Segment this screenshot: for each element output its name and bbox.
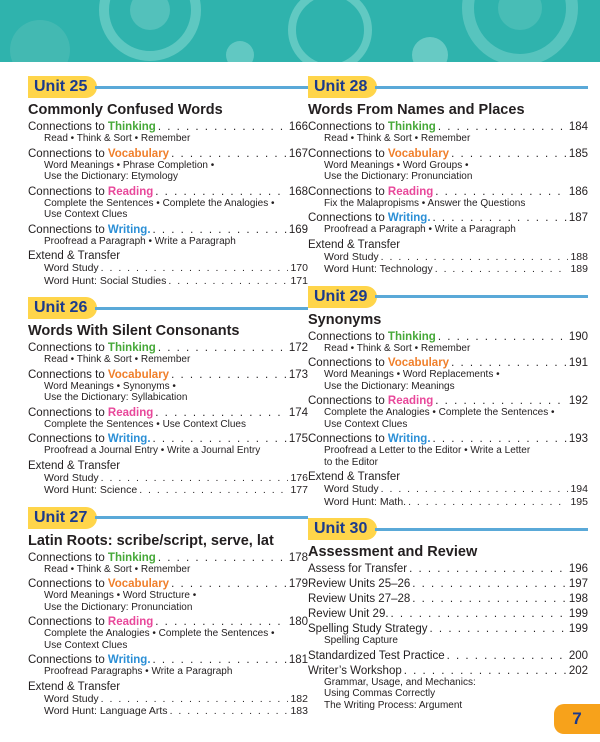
entry-activities: Read • Think & Sort • Remember (324, 342, 471, 354)
banner-swirl-pattern (0, 0, 600, 62)
unit-title: Words From Names and Places (308, 102, 525, 118)
header-banner (0, 0, 600, 62)
extend-entry-label: Word Study (44, 262, 99, 274)
entry-keyword: Vocabulary (107, 578, 170, 590)
page-ref: 202 (568, 664, 588, 677)
entry-keyword: Thinking (107, 551, 156, 564)
entry-prefix: Connections to (28, 578, 108, 590)
entry-activities: Complete the Analogies • Complete the Sentences • (44, 628, 275, 639)
page-ref: 180 (288, 616, 308, 628)
extend-entry (308, 497, 588, 509)
toc-entry-label (28, 121, 156, 133)
entry-keyword: Vocabulary (387, 147, 450, 160)
entry-prefix: Connections to (28, 121, 108, 133)
dot-leader (155, 407, 287, 419)
extend-transfer-heading: Extend & Transfer (28, 250, 121, 262)
dot-leader (438, 121, 567, 133)
entry-activities: Use Context Clues (44, 209, 128, 220)
extend-entry (28, 706, 308, 718)
toc-entry (28, 552, 308, 564)
extend-transfer-heading: Extend & Transfer (28, 459, 121, 472)
dot-leader (451, 357, 567, 369)
dot-leader (171, 148, 287, 160)
toc-entry-label (28, 654, 151, 666)
entry-prefix: Connections to (28, 551, 108, 564)
toc-entry-label (308, 121, 436, 133)
dot-leader (435, 186, 567, 198)
extend-entry (28, 473, 308, 485)
unit-title: Words With Silent Consonants (28, 323, 240, 339)
dot-leader (158, 342, 287, 354)
toc-entry-label: Standardized Test Practice (308, 649, 445, 662)
entry-activities: Word Meanings • Phrase Completion • (44, 159, 215, 171)
entry-activities: Use the Dictionary: Pronunciation (44, 601, 193, 613)
toc-entry (28, 148, 308, 160)
unit-block (308, 518, 588, 711)
unit-tab (308, 286, 588, 308)
page-number (554, 704, 600, 734)
entry-keyword: Reading (387, 395, 434, 407)
extend-entry-label: Word Hunt: Science (44, 484, 138, 496)
unit-block (28, 76, 308, 287)
toc-entry (28, 342, 308, 354)
entry-keyword: Thinking (107, 121, 156, 133)
page-ref: 191 (568, 357, 588, 369)
unit-label: Unit 28 (308, 76, 377, 98)
entry-activities: Proofread a Journal Entry • Write a Journal Entry (44, 445, 261, 456)
dot-leader (404, 665, 567, 677)
toc-entry-label: Review Unit 29. (308, 608, 389, 620)
unit-label: Unit 26 (28, 297, 97, 319)
toc-entry-label: Spelling Study Strategy (308, 623, 428, 635)
toc-entry-label (308, 357, 449, 369)
dot-leader (170, 706, 289, 718)
unit-rule (95, 516, 308, 519)
toc-entry-label (28, 224, 151, 236)
extend-entry-label: Word Hunt: Technology (324, 263, 433, 275)
dot-leader (435, 264, 569, 276)
toc-entry (308, 593, 588, 605)
unit-title: Assessment and Review (308, 544, 478, 560)
page-ref: 173 (288, 368, 308, 381)
left-column (28, 76, 308, 728)
extend-transfer-heading: Extend & Transfer (28, 680, 121, 693)
toc-entry (308, 212, 588, 224)
toc-entry-label (28, 342, 156, 354)
page-ref: 192 (568, 395, 588, 407)
entry-activities: Complete the Sentences • Complete the Analogies • (44, 197, 275, 209)
extend-entry-label: Word Study (44, 692, 99, 705)
entry-activities: Use Context Clues (44, 639, 128, 651)
unit-tab (308, 76, 588, 98)
toc-entry (308, 650, 588, 662)
dot-leader (412, 593, 567, 605)
extend-entry (28, 276, 308, 288)
entry-prefix: Connections to (28, 654, 108, 666)
unit-block (28, 297, 308, 497)
toc-entry-label (308, 148, 449, 160)
unit-rule (375, 86, 588, 89)
unit-tab (28, 76, 308, 98)
toc-entry (308, 578, 588, 590)
entry-keyword: Thinking (387, 330, 436, 343)
dot-leader (139, 485, 288, 497)
entry-activities: Use the Dictionary: Etymology (44, 171, 178, 182)
entry-keyword: Vocabulary (107, 368, 170, 381)
entry-keyword: Reading (107, 406, 154, 419)
dot-leader (433, 433, 567, 445)
entry-activities: Read • Think & Sort • Remember (44, 354, 191, 365)
entry-activities: Proofread a Paragraph • Write a Paragraph (44, 235, 236, 247)
dot-leader (153, 224, 287, 236)
entry-activities: Use the Dictionary: Meanings (324, 380, 455, 392)
page-ref: 168 (288, 185, 308, 198)
entry-prefix: Connections to (28, 406, 108, 419)
toc-entry (308, 563, 588, 575)
entry-keyword: Writing. (107, 433, 151, 445)
toc-entry (28, 433, 308, 445)
dot-leader (155, 186, 287, 198)
dot-leader (171, 578, 287, 590)
entry-keyword: Reading (107, 616, 154, 628)
entry-activities: Using Commas Correctly (324, 688, 436, 699)
extend-entry (28, 485, 308, 497)
entry-keyword: Thinking (107, 342, 156, 354)
page-ref: 182 (290, 692, 308, 705)
page-ref: 195 (570, 495, 588, 508)
toc-entry (308, 357, 588, 369)
dot-leader (447, 650, 567, 662)
page-ref: 199 (568, 608, 588, 620)
entry-activities: to the Editor (324, 456, 378, 468)
page-ref: 187 (568, 212, 588, 224)
entry-activities: Complete the Analogies • Complete the Sentences • (324, 407, 555, 418)
dot-leader (433, 212, 567, 224)
page-ref: 198 (568, 593, 588, 605)
extend-transfer-heading: Extend & Transfer (308, 471, 401, 483)
dot-leader (158, 552, 287, 564)
toc-entry-label (308, 395, 433, 407)
dot-leader (430, 623, 567, 635)
dot-leader (155, 616, 287, 628)
unit-label: Unit 27 (28, 507, 97, 529)
entry-activities: Word Meanings • Word Groups • (324, 159, 469, 171)
toc-entry-label (28, 433, 151, 445)
dot-leader (408, 497, 568, 509)
entry-prefix: Connections to (308, 185, 388, 198)
toc-entry-label (28, 578, 169, 590)
unit-tab (28, 297, 308, 319)
toc-entry-label (28, 369, 169, 381)
dot-leader (153, 654, 287, 666)
page-ref: 181 (288, 654, 308, 666)
extend-entry-label: Word Hunt: Language Arts (44, 705, 168, 717)
entry-keyword: Writing. (387, 433, 431, 445)
page-ref: 185 (568, 147, 588, 160)
toc-entry-label (308, 212, 431, 224)
extend-entry (308, 264, 588, 276)
page-ref: 193 (568, 433, 588, 445)
entry-keyword: Writing. (387, 212, 431, 224)
right-column (308, 76, 588, 721)
toc-entry-label (28, 407, 153, 419)
entry-prefix: Connections to (308, 121, 388, 133)
unit-title: Latin Roots: scribe/script, serve, lat (28, 532, 274, 549)
dot-leader (391, 608, 567, 620)
page-ref: 176 (290, 471, 308, 484)
dot-leader (412, 578, 567, 590)
page-ref: 177 (290, 484, 308, 496)
entry-activities: The Writing Process: Argument (324, 699, 463, 711)
toc-entry-label (28, 186, 153, 198)
page-ref: 170 (290, 262, 308, 274)
toc-entry (308, 148, 588, 160)
unit-rule (375, 528, 588, 531)
entry-activities: Word Meanings • Synonyms • (44, 380, 176, 392)
extend-entry-label: Word Study (44, 471, 99, 484)
unit-rule (95, 86, 308, 89)
toc-entry-label (308, 186, 433, 198)
dot-leader (168, 276, 288, 288)
extend-entry (28, 263, 308, 275)
page-ref: 197 (568, 578, 588, 590)
extend-entry-label: Word Hunt: Social Studies (44, 274, 167, 287)
unit-block (28, 507, 308, 718)
unit-label: Unit 25 (28, 76, 97, 98)
entry-activities: Grammar, Usage, and Mechanics: (324, 676, 476, 688)
entry-activities: Word Meanings • Word Structure • (44, 590, 197, 601)
toc-entry (28, 121, 308, 133)
dot-leader (451, 148, 567, 160)
unit-block (308, 286, 588, 509)
toc-entry (308, 331, 588, 343)
toc-entry-label (28, 616, 153, 628)
page-ref: 184 (568, 121, 588, 133)
toc-entry-label (308, 433, 431, 445)
page-ref: 190 (568, 330, 588, 343)
unit-label: Unit 29 (308, 286, 377, 308)
entry-activities: Complete the Sentences • Use Context Clues (44, 418, 246, 430)
toc-entry-label: Review Units 27–28 (308, 593, 411, 605)
toc-entry-label (28, 148, 169, 160)
page-ref: 167 (288, 147, 308, 160)
toc-entry (28, 654, 308, 666)
entry-activities: Proofread a Letter to the Editor • Write a Letter (324, 445, 531, 456)
page-ref: 194 (570, 483, 588, 495)
entry-activities: Read • Think & Sort • Remember (44, 563, 191, 575)
dot-leader (409, 563, 567, 575)
toc-entry (28, 616, 308, 628)
dot-leader (435, 395, 567, 407)
toc-entry-label: Review Units 25–26 (308, 578, 411, 590)
extend-entry (308, 484, 588, 496)
page-ref: 200 (568, 649, 588, 662)
entry-activities: Proofread Paragraphs • Write a Paragraph (44, 666, 233, 677)
entry-keyword: Reading (387, 185, 434, 198)
page-ref: 186 (568, 185, 588, 198)
toc-entry (28, 186, 308, 198)
page-ref: 183 (290, 705, 308, 717)
entry-keyword: Vocabulary (387, 357, 450, 369)
page-ref: 189 (570, 263, 588, 275)
entry-activities: Word Meanings • Word Replacements • (324, 369, 500, 380)
unit-title: Synonyms (308, 311, 382, 328)
page-ref: 196 (568, 563, 588, 575)
unit-label: Unit 30 (308, 518, 377, 540)
toc-entry (28, 407, 308, 419)
entry-keyword: Thinking (387, 121, 436, 133)
extend-entry-label: Word Study (324, 483, 379, 495)
entry-prefix: Connections to (28, 223, 108, 236)
entry-activities: Use Context Clues (324, 418, 408, 430)
entry-prefix: Connections to (28, 433, 108, 445)
entry-activities: Read • Think & Sort • Remember (44, 133, 191, 144)
page-number-text: 7 (572, 709, 582, 728)
entry-activities: Spelling Capture (324, 635, 398, 646)
toc-entry-label: Assess for Transfer (308, 563, 408, 575)
entry-prefix: Connections to (308, 330, 388, 343)
extend-entry-label: Word Hunt: Math. (324, 495, 407, 508)
entry-activities: Read • Think & Sort • Remember (324, 133, 471, 144)
toc-entry (28, 224, 308, 236)
dot-leader (381, 252, 569, 264)
entry-prefix: Connections to (28, 616, 108, 628)
entry-prefix: Connections to (28, 342, 108, 354)
unit-title: Commonly Confused Words (28, 102, 223, 118)
page-ref: 188 (570, 250, 588, 263)
entry-prefix: Connections to (308, 147, 388, 160)
entry-prefix: Connections to (28, 185, 108, 198)
page-ref: 169 (288, 223, 308, 236)
entry-keyword: Reading (107, 185, 154, 198)
dot-leader (153, 433, 287, 445)
toc-entry (28, 578, 308, 590)
entry-keyword: Writing. (107, 223, 151, 236)
entry-activities: Proofread a Paragraph • Write a Paragraph (324, 224, 516, 235)
toc-entry (308, 433, 588, 445)
unit-tab (28, 507, 308, 529)
toc-entry (308, 186, 588, 198)
toc-entry-label: Writer’s Workshop (308, 664, 402, 677)
toc-entry (308, 608, 588, 620)
dot-leader (381, 484, 569, 496)
toc-entry-label (28, 552, 156, 564)
entry-keyword: Vocabulary (107, 147, 170, 160)
extend-entry (28, 694, 308, 706)
unit-tab (308, 518, 588, 540)
dot-leader (101, 263, 289, 275)
toc-entry (308, 121, 588, 133)
page-ref: 172 (288, 342, 308, 354)
extend-transfer-heading: Extend & Transfer (308, 238, 401, 251)
toc-entry (308, 623, 588, 635)
toc-entry (308, 395, 588, 407)
toc-entry-label (308, 331, 436, 343)
entry-keyword: Writing. (107, 654, 151, 666)
entry-prefix: Connections to (28, 147, 108, 160)
dot-leader (158, 121, 287, 133)
entry-activities: Use the Dictionary: Syllabication (44, 392, 188, 403)
entry-prefix: Connections to (308, 395, 388, 407)
page-ref: 174 (288, 406, 308, 419)
extend-entry (308, 252, 588, 264)
page-ref: 171 (290, 274, 308, 287)
entry-prefix: Connections to (28, 368, 108, 381)
page-ref: 175 (288, 433, 308, 445)
page-ref: 166 (288, 121, 308, 133)
dot-leader (101, 694, 289, 706)
unit-rule (95, 307, 308, 310)
extend-entry-label: Word Study (324, 250, 379, 263)
page-ref: 178 (288, 551, 308, 564)
dot-leader (171, 369, 287, 381)
dot-leader (438, 331, 567, 343)
dot-leader (101, 473, 289, 485)
entry-prefix: Connections to (308, 357, 388, 369)
unit-block (308, 76, 588, 276)
unit-rule (375, 295, 588, 298)
toc-entry (308, 665, 588, 677)
entry-prefix: Connections to (308, 433, 388, 445)
entry-activities: Fix the Malapropisms • Answer the Questions (324, 197, 526, 209)
page-ref: 179 (288, 578, 308, 590)
page-ref: 199 (568, 623, 588, 635)
toc-entry (28, 369, 308, 381)
entry-activities: Use the Dictionary: Pronunciation (324, 171, 473, 182)
entry-prefix: Connections to (308, 212, 388, 224)
